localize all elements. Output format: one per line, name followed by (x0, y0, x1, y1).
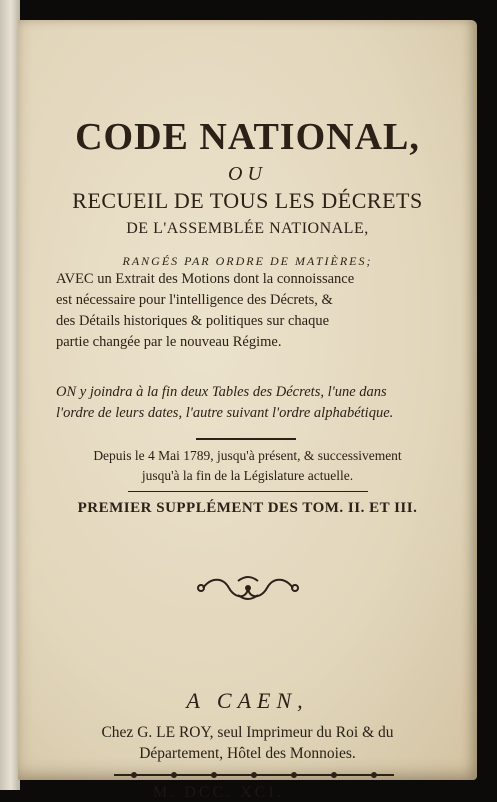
tables-paragraph (56, 382, 441, 424)
divider-rule (196, 438, 296, 440)
divider-rule (128, 491, 368, 492)
printer-line: Département, Hôtel des Monnoies. (139, 745, 356, 762)
assembly-line: DE L'ASSEMBLÉE NATIONALE, (126, 220, 369, 237)
date-range-line: Depuis le 4 Mai 1789, jusqu'à présent, & successivement (93, 448, 402, 463)
tables-line: ON y joindra à la fin deux Tables des Décrets, l'une dans (56, 384, 387, 400)
book-title: CODE NATIONAL, (75, 116, 420, 158)
date-range-line: jusqu'à la fin de la Législature actuelle. (141, 468, 354, 483)
ranges-line: RANGÉS PAR ORDRE DE MATIÈRES; (122, 254, 373, 268)
title-conjunction: OU (228, 163, 267, 185)
supplement-line: PREMIER SUPPLÉMENT DES TOM. II. ET III. (77, 500, 418, 516)
city-line: A CAEN, (186, 688, 309, 713)
description-paragraph (56, 269, 441, 353)
imprint-year: M. DCC. XCI. (153, 784, 284, 801)
show-through-text (73, 528, 433, 550)
description-line: AVEC un Extrait des Motions dont la connoissance (56, 271, 355, 287)
description-line: est nécessaire pour l'intelligence des Décrets, & (56, 292, 333, 308)
tables-line: l'ordre de leurs dates, l'autre suivant l'ordre alphabétique. (56, 405, 394, 421)
description-line: partie changée par le nouveau Régime. (56, 334, 282, 350)
subtitle: RECUEIL DE TOUS LES DÉCRETS (72, 188, 423, 213)
title-page (18, 20, 477, 801)
facing-page-edge (0, 0, 20, 790)
description-line: des Détails historiques & politiques sur chaque (56, 313, 330, 329)
date-range-paragraph (18, 446, 477, 486)
fleuron-ornament-icon (193, 575, 303, 601)
printer-paragraph (18, 722, 477, 764)
border-ornament-icon (114, 768, 394, 782)
printer-line: Chez G. LE ROY, seul Imprimeur du Roi & du (101, 724, 394, 741)
